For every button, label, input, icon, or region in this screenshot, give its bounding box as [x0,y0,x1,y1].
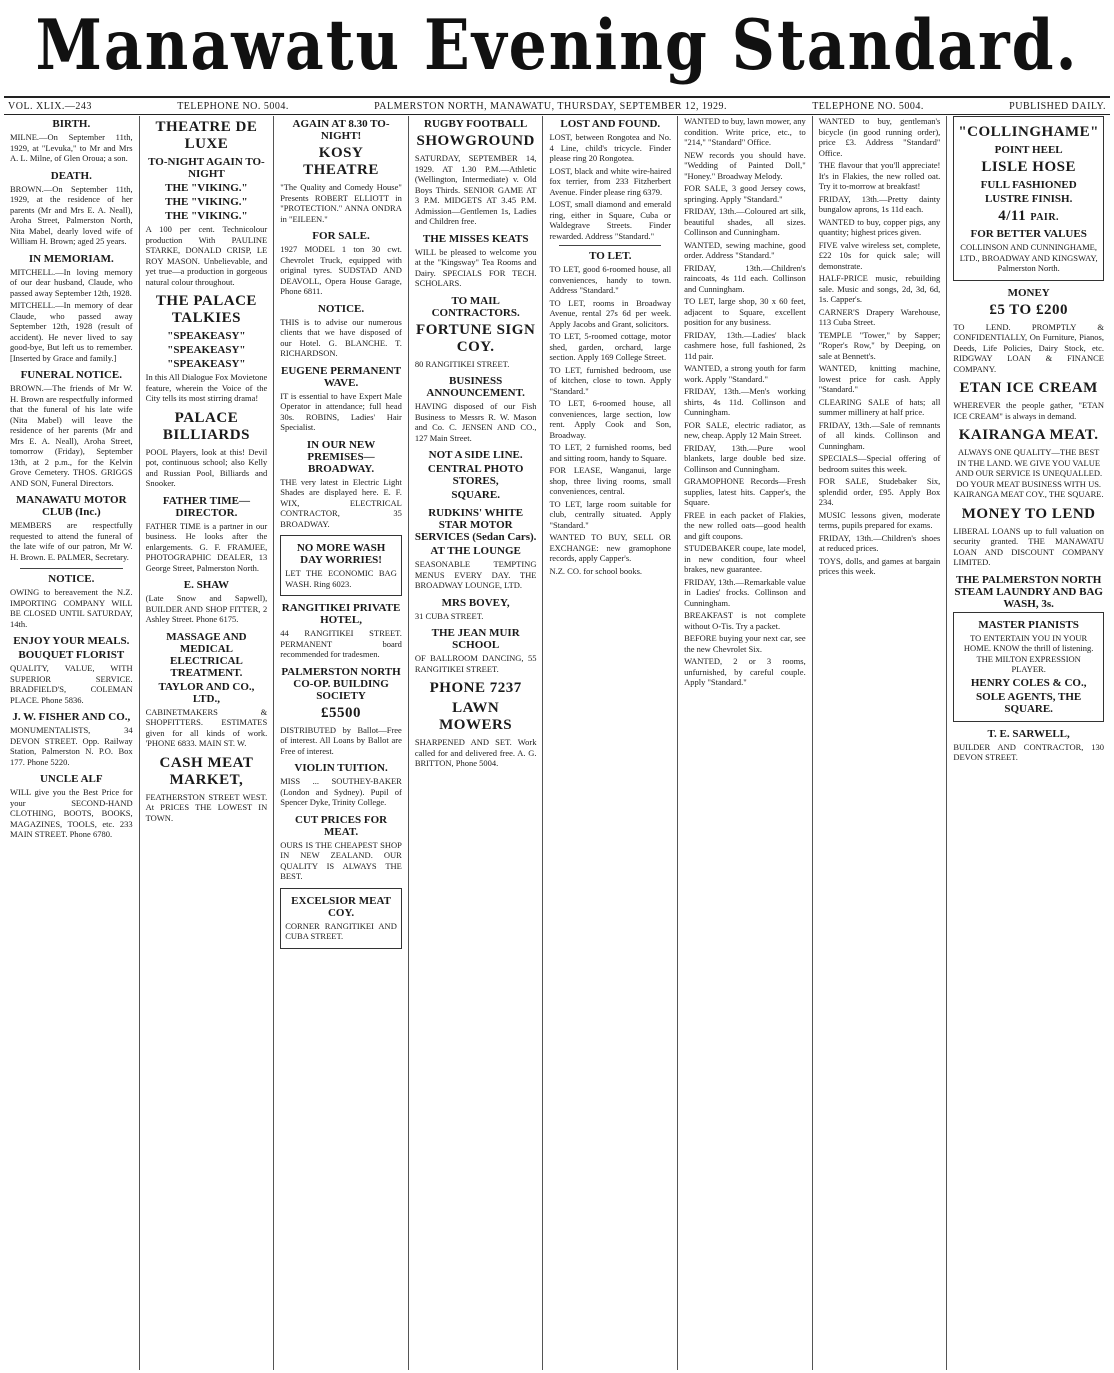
theatre-text: A 100 per cent. Technicolour production With PAULINE STARKE, DONALD CRISP, LE ROY MASON. Unbelievable, and yet true—a production in gorgeous natural colour throughout. [145,224,268,287]
kairanga-ad [953,427,1104,500]
theatre-subheading: TO-NIGHT AGAIN TO-NIGHT [148,156,265,180]
shaw-heading: E. SHAW [183,579,230,591]
classified-item: BEFORE buying your next car, see the new Chevrolet Six. [684,633,806,654]
wave-heading: EUGENE PERMANENT WAVE. [280,364,402,389]
pianists-heading: MASTER PIANISTS [978,618,1079,631]
coop-heading: PALMERSTON NORTH CO-OP. BUILDING SOCIETY [281,665,401,702]
classified-item: TO LET, large room suitable for club, centrally situated. Apply "Standard." [549,498,672,530]
classified-item: TO LET, good 6-roomed house, all conveniences, handy to town. Address "Standard." [549,264,672,295]
florist-heading: BOUQUET FLORIST [18,649,125,661]
classified-item: HALF-PRICE music, rebuilding sale. Music and songs, 2d, 3d, 6d, 1s. Capper's. [818,273,941,304]
builder-ad [953,728,1104,763]
enjoy-meals: ENJOY YOUR MEALS. [13,635,130,647]
excelsior-text: CORNER RANGITIKEI AND CUBA STREET. [285,920,397,941]
player-piano-ad [953,612,1104,722]
classified-item: FOR SALE, Studebaker Six, splendid order, £95. Apply Box 234. [818,476,941,507]
collinghame-heading: "COLLINGHAME" [958,124,1099,140]
for-sale-text: 1927 MODEL 1 ton 30 cwt. Chevrolet Truck, equipped with original tyres. SUDSTAD AND DEAVOLL, Opera House Garage, Phone 6811. [280,244,402,296]
massage-heading: MASSAGE AND MEDICAL ELECTRICAL TREATMENT. [166,630,247,679]
classified-item: CARNER'S Drapery Warehouse, 113 Cuba Street. [818,306,941,327]
classified-item: TO LET, rooms in Broadway Avenue, rental 27s 6d per week. Apply Jacobs and Grant, solicitors. [549,297,672,329]
money-range: £5 TO £200 [989,301,1068,318]
hotel-notice-heading: NOTICE. [317,302,365,315]
death-heading: DEATH. [50,169,92,182]
motor-club-notice [10,494,133,562]
funeral-notice [10,369,133,488]
kairanga-heading: KAIRANGA MEAT. [958,427,1099,443]
death-notice [10,170,133,247]
classified-item: LOST, black and white wire-haired fox terrier, from 233 Fitzherbert Avenue. Finder please ring 6379. [549,165,672,197]
classified-item: TO LET, 2 furnished rooms, bed and sitting room, handy to Square. [549,442,672,463]
side-line-heading: NOT A SIDE LINE. [428,449,523,461]
bovey-ad [415,597,537,622]
billiards-heading: PALACE BILLIARDS [162,409,250,443]
florist-text: QUALITY, VALUE, WITH SUPERIOR SERVICE. BRADFIELD'S, COLEMAN PLACE. Phone 5836. [10,663,133,705]
volume-number: VOL. XLIX.—243 [8,100,92,112]
telephone-right: TELEPHONE NO. 5004. [812,100,924,112]
page-columns [4,116,1110,1370]
viking-title-repeat: THE "VIKING." [165,196,248,208]
coop-amount: £5500 [321,704,362,721]
birth-heading: BIRTH. [52,118,91,130]
private-hotel-text: 44 RANGITIKEI STREET. PERMANENT board recommended for tradesmen. [280,628,402,659]
keats-ad [415,233,537,289]
ice-cream-ad [953,380,1104,421]
viking-title-repeat: THE "VIKING." [165,210,248,222]
classified-item: WANTED, sewing machine, good order. Address "Standard." [684,239,806,260]
talkies-heading: THE PALACE TALKIES [155,293,257,326]
hotel-notice-text: THIS is to advise our numerous clients that we have disposed of our Hotel. G. BLANCHE. T. RICHARDSON. [280,316,402,358]
column-4 [408,116,543,1370]
shaw-ad [146,579,268,625]
etan-text: WHEREVER the people gather, "ETAN ICE CREAM" is always in demand. [953,400,1104,421]
viking-title: THE "VIKING." [165,182,248,194]
uncle-alf-ad [10,773,133,840]
classified-item: SPECIALS—Special offering of bedroom suites this week. [818,453,941,474]
photo-stores-ad [415,449,537,501]
sarwell-heading: T. E. SARWELL, [987,727,1070,740]
bovey-heading: MRS BOVEY, [441,596,510,609]
speakeasy-title-repeat: "SPEAKEASY" [167,358,246,370]
uncle-alf-text: WILL give you the Best Price for your SECOND-HAND CLOTHING, BOOTS, BOOKS, MAGAZINES, TOOLS, etc. 233 MAIN STREET. Phone 6780. [10,787,133,839]
hotel-notice [280,303,402,359]
pianists-text: TO ENTERTAIN YOU IN YOUR HOME. KNOW the thrill of listening. THE MILTON EXPRESSION PLAYER. [963,632,1094,674]
fortune-sign-ad [415,322,537,370]
billiards-ad [146,410,268,489]
wash-heading: NO MORE WASH DAY WORRIES! [296,542,386,566]
phone-heading: PHONE 7237 [429,680,522,696]
divider [20,568,123,569]
classified-item: WANTED to buy, copper pigs, any quantity; highest prices given. [818,216,941,237]
uncle-alf-heading: UNCLE ALF [39,773,103,785]
classified-item: FRIDAY, 13th.—Children's raincoats, 4s 11d each. Collinson and Cunningham. [684,262,806,294]
lustre-finish: LUSTRE FINISH. [984,193,1073,205]
fisher-heading: J. W. FISHER AND CO., [12,711,131,723]
taylor-ad [146,681,268,749]
column-1 [4,116,139,1370]
death-text: BROWN.—On September 11th, 1929, at the residence of her parents (Mr and Mrs E. A. Neall), Aroha Street, Palmerston North, Nita Mabel, dearly loved wife of William H. Brown; aged 25 years. [10,183,133,246]
classified-item: FIVE valve wireless set, complete, £22 10s for quick sale; will demonstrate. [818,239,941,271]
classified-item: FRIDAY, 13th.—Children's shoes at reduced prices. [818,532,941,553]
talkies-text: In this All Dialogue Fox Movietone feature, wherein the Voice of the City tells its most stirring drama! [145,372,268,403]
violin-ad [280,762,402,808]
photo-heading: CENTRAL PHOTO STORES, [427,463,524,487]
classified-item: STUDEBAKER coupe, late model, in new condition, four wheel brakes, new guarantee. [684,543,806,574]
private-hotel-ad [280,602,402,660]
birth-text: MILNE.—On September 11th, 1929, at "Levuka," to Mr and Mrs A. L. Milne, of Glen Oroua; a son. [10,132,133,163]
column-7 [812,116,947,1370]
lounge-ad [415,545,537,591]
kosy-heading: KOSY THEATRE [303,145,379,178]
classified-item: FRIDAY, 13th.—Pretty dainty bungalow aprons, 1s 11d each. [818,193,941,214]
published-daily: PUBLISHED DAILY. [1009,100,1106,112]
dateline-bar [4,96,1110,115]
classified-item: GRAMOPHONE Records—Fresh supplies, latest hits. Capper's, the Square. [684,476,806,507]
classified-item: CLEARING SALE of hats; all summer millinery at half price. [818,396,941,417]
cash-meat-heading: CASH MEAT MARKET, [159,754,254,788]
hose-price-value: 4/11 [998,208,1027,224]
fortune-heading: FORTUNE SIGN COY. [416,321,536,355]
loan-text: LIBERAL LOANS up to full valuation on security granted. THE MANAWATU LOAN AND DISCOUNT COMPANY LIMITED. [953,525,1104,567]
fisher-text: MONUMENTALISTS, 34 DEVON STREET. Opp. Railway Station, Palmerston N. P.O. Box 177. Phone 5220. [10,725,133,767]
classified-item: LOST, between Rongotea and No. 4 Line, child's tricycle. Finder please ring 20 Rongotea. [549,132,672,163]
masthead [0,0,1114,92]
column-5 [542,116,677,1370]
premises-heading: IN OUR NEW PREMISES—BROADWAY. [306,438,376,475]
money-lend-ad [953,287,1104,375]
rugby-heading: RUGBY FOOTBALL [424,118,528,130]
telephone-left: TELEPHONE NO. 5004. [177,100,289,112]
building-society-ad [280,666,402,757]
cash-meat-ad [146,755,268,824]
father-time-heading: FATHER TIME—DIRECTOR. [162,494,250,519]
etan-heading: ETAN ICE CREAM [959,380,1098,396]
hose-price-unit: PAIR. [1030,212,1060,223]
full-fashioned: FULL FASHIONED [980,179,1077,191]
lounge-heading: AT THE LOUNGE [430,545,521,557]
better-values: FOR BETTER VALUES [970,228,1087,240]
for-sale-heading: FOR SALE. [312,230,370,242]
loan-ad [953,506,1104,568]
premises-text: THE very latest in Electric Light Shades are displayed here. E. F. WIX, ELECTRICAL CONTRACTOR, 35 BROADWAY. [280,476,402,529]
business-text: HAVING disposed of our Fish Business to Messrs R. W. Mason and Co. C. JENSEN AND CO., 127 Main Street. [414,401,537,443]
closing-heading: NOTICE. [48,573,95,585]
excelsior-heading: EXCELSIOR MEAT COY. [291,894,391,919]
lost-found-heading: LOST AND FOUND. [560,118,661,130]
classified-item: FRIDAY, 13th.—Men's working shirts, 4s 11d. Collinson and Cunningham. [684,386,806,417]
florist-ad [10,649,133,705]
speakeasy-title: "SPEAKEASY" [167,330,246,342]
speakeasy-title-repeat: "SPEAKEASY" [167,344,246,356]
jean-muir-heading: THE JEAN MUIR SCHOOL [431,627,520,651]
memoriam-notice [10,253,133,364]
motor-club-heading: MANAWATU MOTOR CLUB (Inc.) [16,494,127,518]
cut-prices-ad [280,814,402,882]
motor-club-text: MEMBERS are respectfully requested to attend the funeral of the late wife of our patron, Mr W. H. Brown. E. PALMER, Secretary. [10,520,133,562]
funeral-text: BROWN.—The friends of Mr W. H. Brown are respectfully informed that the funeral of his late wife (Nita Mabel) will leave the residence of her parents (Mr and Mrs E. A. Neall), Aroha Street, tomorrow (Friday), September 13th, at 2 p.m., for the Kelvin Grove Cemetery. THOS. GRIGGS AND SON, Funeral Directors. [10,383,133,488]
money-text: TO LEND. PROMPTLY & CONFIDENTIALLY, On Furniture, Pianos, Deeds, Life Policies, Dairy Stock, etc. RIDGWAY LOAN & FINANCE COMPANY. [953,321,1104,374]
rugby-ad [415,118,537,227]
closing-text: OWING to bereavement the N.Z. IMPORTING COMPANY WILL BE CLOSED UNTIL SATURDAY, 14th. [10,587,133,629]
showground-heading: SHOWGROUND [416,133,535,149]
sarwell-text: BUILDER AND CONTRACTOR, 130 DEVON STREET. [953,741,1104,762]
keats-text: WILL be pleased to welcome you at the "Kingsway" Tea Rooms and Dairy. SPECIALS FOR TECH. SCHOLARS. [414,246,537,288]
classified-item: TO LET, large shop, 30 x 60 feet, adjacent to Square, excellent position for any business. [684,296,806,327]
cut-prices-heading: CUT PRICES FOR MEAT. [294,813,388,838]
birth-notice [10,118,133,164]
cash-meat-text: FEATHERSTON STREET WEST. At PRICES THE LOWEST IN TOWN. [145,791,268,823]
business-announcement [415,375,537,443]
classified-item: FOR SALE, electric radiator, as new, cheap. Apply 12 Main Street. [684,419,806,440]
steam-laundry-heading: THE PALMERSTON NORTH STEAM LAUNDRY AND BAG WASH, 3s. [954,573,1103,610]
classified-item: FRIDAY, 13th.—Pure wool blankets, large double bed size. Collinson and Cunningham. [684,442,806,474]
taylor-text: CABINETMAKERS & SHOPFITTERS. ESTIMATES given for all kinds of work. 'PHONE 6833. MAIN ST. W. [145,706,268,748]
collinson-text: COLLINSON AND CUNNINGHAME, LTD., BROADWAY AND KINGSWAY, Palmerston North. [959,242,1098,273]
lisle-hose: LISLE HOSE [981,159,1076,175]
lawn-mowers-text: SHARPENED AND SET. Work called for and delivered free. A. G. BRITTON, Phone 5004. [414,737,537,768]
for-sale-ad [280,230,402,297]
father-time-ad [146,495,268,574]
rugby-text: SATURDAY, SEPTEMBER 14, 1929. AT 1.30 P.M.—Athletic (Wellington, Intermediate) v. Old Boys Thirds. SENIOR GAME AT 3 P.M. MIDGETS AT 3.45 P.M. Admission—Gentlemen 1s, Ladies and Children free. [414,153,537,226]
lounge-text: SEASONABLE TEMPTING MENUS EVERY DAY. THE BROADWAY LOUNGE, LTD. [414,559,537,590]
kosy-theatre-ad [280,118,402,224]
money-heading: MONEY [1007,286,1050,299]
classified-item: WANTED, knitting machine, lowest price for cash. Apply "Standard." [818,363,941,394]
divider [559,245,661,246]
point-heel: POINT HEEL [994,144,1063,156]
classified-item: FRIDAY, 13th.—Coloured art silk, beautiful shades, all sizes. Collinson and Cunningham. [684,206,806,237]
column-2 [139,116,274,1370]
classified-item: TO LET, 5-roomed cottage, motor shed, garden, orchard, large section. Apply 169 College Street. [549,331,672,362]
coles-heading: HENRY COLES & CO., [970,676,1087,689]
fortune-text: 80 RANGITIKEI STREET. [414,358,510,369]
classified-item: TOYS, dolls, and games at bargain prices this week. [818,555,941,576]
bag-wash-ad [280,535,402,596]
kairanga-text: ALWAYS ONE QUALITY—THE BEST IN THE LAND. WE GIVE YOU VALUE AND OUR SERVICE IS UNEQUALLED. DO YOUR MEAT BUSINESS WITH US. KAIRANGA MEAT COY., THE SQUARE. [953,447,1104,499]
father-time-text: FATHER TIME is a partner in our business. He looks after the enlargements. G. F. FRAMJEE, PHOTOGRAPHIC DEALER, 13 George Street, Palmerston North. [145,520,268,573]
wave-text: IT is essential to have Expert Male Operator in attendance; full head 30s. ROBINS, Ladies' Hair Specialist. [280,390,402,432]
column-3 [273,116,408,1370]
mail-contractors-heading: TO MAIL CONTRACTORS. [431,294,520,319]
classified-item: WANTED, a strong youth for farm work. Apply "Standard." [684,363,806,384]
violin-heading: VIOLIN TUITION. [294,762,388,774]
classified-item: LOST, small diamond and emerald ring, either in Square, Cuba or Waldegrave Streets. Finder rewarded. Address "Standard." [549,199,672,241]
newspaper-title: Manawatu Evening Standard. [35,5,1079,87]
classified-item: NEW records you should have. "Wedding of Painted Doll," "Honey." Broadway Melody. [684,149,806,181]
funeral-heading: FUNERAL NOTICE. [20,369,123,381]
memoriam-heading: IN MEMORIAM. [28,252,114,265]
jean-muir-text: OF BALLROOM DANCING, 55 RANGITIKEI STREET. [414,653,537,674]
permanent-wave-ad [280,365,402,433]
loan-heading: MONEY TO LEND [961,505,1096,522]
monumentalists-ad [10,711,133,767]
lawn-mowers-ad [415,700,537,769]
place-date: PALMERSTON NORTH, MANAWATU, THURSDAY, SEPTEMBER 12, 1929. [374,100,727,112]
hosiery-ad [953,116,1104,281]
private-hotel-heading: RANGITIKEI PRIVATE HOTEL, [281,602,401,626]
closing-notice [10,573,133,629]
classified-item: TEMPLE "Tower," by Sapper; "Roper's Row," by Deeping, on sale at Bennett's. [818,329,941,361]
classified-item: WANTED, 2 or 3 rooms, unfurnished, by careful couple. Apply "Standard." [684,656,806,687]
kosy-text: "The Quality and Comedy House" Presents ROBERT ELLIOTT in "PROTECTION." ANNA ONDRA in "EILEEN." [280,182,402,224]
taylor-heading: TAYLOR AND CO., LTD., [158,680,255,705]
bovey-text: 31 CUBA STREET. [414,610,484,621]
column-6 [677,116,812,1370]
classified-item: FRIDAY, 13th.—Ladies' black cashmere hose, full fashioned, 2s 11d pair. [684,329,806,361]
dance-school-ad [415,627,537,674]
hose-price [958,208,1099,225]
photo-subheading: SQUARE. [451,489,500,501]
classified-item: WANTED to buy, lawn mower, any condition. Write price, etc., to "214," "Standard" Office. [684,116,806,147]
theatre-de-luxe-ad [146,119,268,287]
classified-item: TO LET, furnished bedroom, use of kitchen, close to town. Apply "Standard." [549,364,672,396]
classified-item: FOR LEASE, Wanganui, large shop, three living rooms, small conveniences, central. [549,465,672,496]
classified-item: FREE in each packet of Flakies, the new rolled oats—good health and gift coupons. [684,509,806,541]
to-let-heading: TO LET. [589,250,632,262]
violin-text: MISS ... SOUTHEY-BAKER (London and Sydney). Pupil of Spencer Dyke, Trinity College. [280,776,402,807]
memoriam-text-1: MITCHELL.—In loving memory of our dear husband, Claude, who passed away September 12th, 1928. [10,266,133,298]
memoriam-text-2: MITCHELL.—In memory of dear Claude, who passed away September 12th, 1928 (result of accident). He never lived to say good-bye, But left us to remember. [Inserted by Grace and family.] [10,300,133,363]
shaw-text: (Late Snow and Sapwell), BUILDER AND SHOP FITTER, 2 Ashley Street. Phone 6175. [145,593,268,624]
wash-text: LET THE ECONOMIC BAG WASH. Ring 6023. [285,568,397,589]
coles-subheading: SOLE AGENTS, THE SQUARE. [976,690,1082,715]
keats-heading: THE MISSES KEATS [422,232,529,245]
kosy-subheading: AGAIN AT 8.30 TO-NIGHT! [292,118,390,142]
classified-item: TO LET, 6-roomed house, all conveniences, large section, low rent. Apply Cook and Son, Broadway. [549,398,672,440]
coop-text: DISTRIBUTED by Ballot—Free of interest. All Loans by Ballot are Free of interest. [280,724,402,756]
classified-item: WANTED to buy, gentleman's bicycle (in good running order), price £3. Address "Standard" Office. [818,116,941,158]
cut-prices-text: OURS IS THE CHEAPEST SHOP IN NEW ZEALAND. OUR QUALITY IS ALWAYS THE BEST. [280,839,402,881]
business-heading: BUSINESS ANNOUNCEMENT. [426,375,525,399]
classified-item: BREAKFAST is not complete without O-Tis. Try a packet. [684,610,806,631]
billiards-text: POOL Players, look at this! Devil pot, continuous school; also Kelly and Russian Pool, Billiards and Snooker. [145,446,268,488]
lawn-mowers-heading: LAWN MOWERS [439,700,513,733]
classified-item: WANTED TO BUY, SELL OR EXCHANGE: new gramophone records, apply Capper's. [549,532,672,563]
classified-item: THE flavour that you'll appreciate! It's in Flakies, the new rolled oat. Try it to-morrow at breakfast! [818,160,941,191]
classified-item: N.Z. CO. for school books. [549,565,643,576]
classified-item: FRIDAY, 13th.—Remarkable value in Ladies' frocks. Collinson and Cunningham. [684,576,806,608]
classified-item: FRIDAY, 13th.—Sale of remnants of all kinds. Collinson and Cunningham. [818,419,941,451]
rudkins-heading: RUDKINS' WHITE STAR MOTOR SERVICES (Sedan Cars). [414,507,537,543]
palace-talkies-ad [146,293,268,404]
new-premises-ad [280,439,402,530]
classified-item: FOR SALE, 3 good Jersey cows, springing. Apply "Standard." [684,183,806,204]
column-8 [946,116,1110,1370]
excelsior-ad [280,888,402,949]
classified-item: MUSIC lessons given, moderate terms, pupils prepared for exams. [818,509,941,530]
theatre-heading: THEATRE DE LUXE [155,119,258,152]
